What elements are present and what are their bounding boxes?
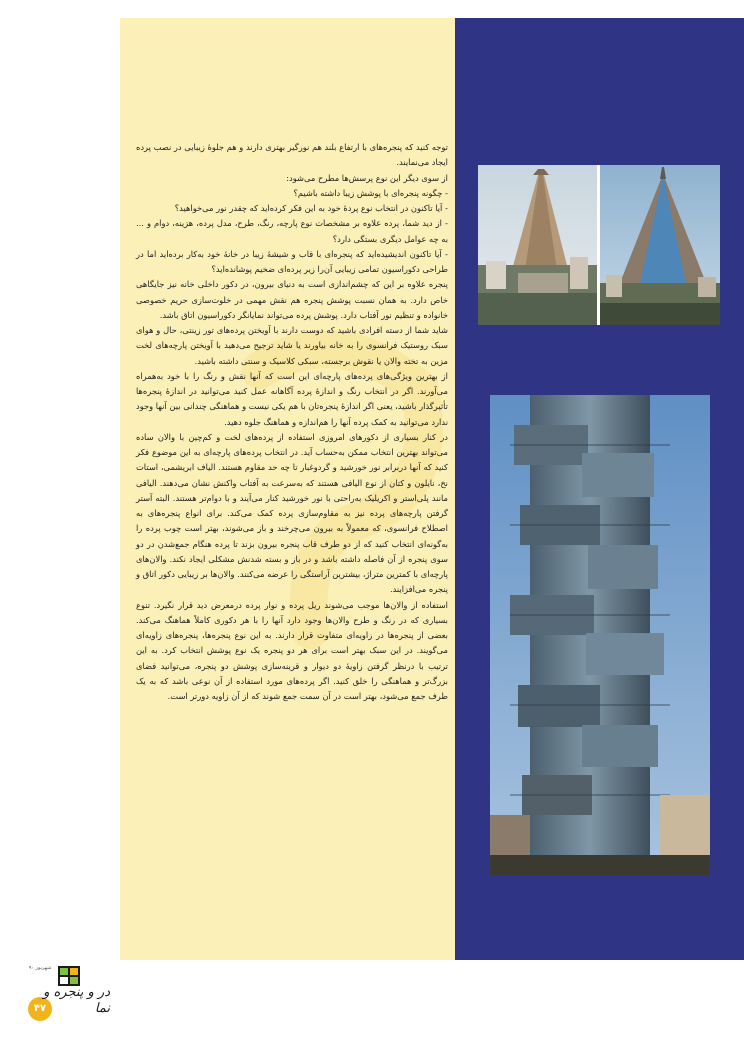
article-paragraph: پنجره علاوه بر این که چشم‌اندازی است به دنیای بیرون، در دکور داخلی خانه نیز جایگاهی خاص دارد. به همان نسبت پوشش پنجره هم نقش مهمی در خلوت‌سازی حریم خصوصی خانواده و تنظیم نور آفتاب دارد. پوشش پرده می‌تواند نمایانگر دکوراسیون اتاق باشد. — [136, 279, 448, 320]
magazine-logo-icon — [58, 966, 80, 986]
article-paragraph: در کنار بسیاری از دکورهای امروزی استفاده از پرده‌های لخت و کم‌چین با والان ساده می‌تواند بهترین انتخاب ممکن به‌حساب آید. در انتخاب پرده‌های پارچه‌ای به این موضوع فکر کنید که آنها در‌برابر نور خورشید و گردوغبار تا چه حد مقاوم هستند. الیاف ابریشمی، استات نخ، نایلون و کتان از نوع الیافی هستند که به‌سرعت به آفتاب واکنش نشان می‌دهند. الیافی مانند پلی‌استر و اکریلیک به‌راحتی با نور خورشید کنار می‌آیند و با دوام‌تر هستند. البته آستر گرفتن پارچه‌های پرده نیز به مقاوم‌سازی پرده کمک می‌کند. برای انواع پنجره‌های به اصطلاح فرانسوی، که معمولاً به بیرون می‌چرخند و باز می‌شوند، بهتر است چوب پرده را به‌گونه‌ای انتخاب کنید که از دو طرف قاب پنجره بیرون بزند تا پرده هنگام جمع‌شدن در دو سوی پنجره از آن فاصله داشته باشد و در باز و بسته شدنش مشکلی ایجاد نکند. والان‌های پارچه‌ای با کمترین متراژ، بیشترین آراستگی را عرضه می‌کنند. والان‌ها بر زیبایی دکور اتاق و پنجره می‌افزایند. — [136, 431, 448, 595]
article-paragraph: از سوی دیگر این نوع پرسش‌ها مطرح می‌شود: — [286, 172, 448, 183]
article-body — [136, 140, 448, 704]
article-paragraph: از بهترین ویژگی‌های پرده‌های پارچه‌ای این است که آنها نقش و رنگ را با خود به‌همراه می‌آورند. اگر در انتخاب رنگ و اندازهٔ پرده آگاهانه عمل کنید می‌توانید در اندازهٔ پنجره‌ها تأثیرگذار باشید، یعنی اگر اندازهٔ پنجره‌تان با هم یکی نیست و هماهنگی چندانی بین آنها وجود ندارد می‌توانید به کمک پرده آنها را هم‌اندازه و هماهنگ جلوه دهید. — [136, 370, 448, 427]
issue-label: شهریور ۹۰ — [28, 965, 52, 971]
magazine-brand: در و پنجره و نما — [43, 985, 110, 1016]
article-paragraph: توجه کنید که پنجره‌های با ارتفاع بلند هم نورگیر بهتری دارند و هم جلوهٔ زیبایی در نصب پرده ایجاد می‌نمایند. — [136, 142, 448, 168]
page-number: ۴۷ — [28, 997, 52, 1021]
glass-skyscraper-photo — [490, 395, 710, 875]
article-paragraph: شاید شما از دسته افرادی باشید که دوست دارند با آویختن پرده‌های تور زینتی، حال و هوای سبک روستیک فرانسوی را به خانه بیاورند یا شاید ترجیح می‌دهید با آویختن پارچه‌های لخت مزین به تخته والان یا نقوش برجسته، سبکی کلاسیک و سنتی داشته باشید. — [136, 325, 448, 366]
article-paragraph: - آیا تاکنون در انتخاب نوع پردهٔ خود به این فکر کرده‌اید که چقدر نور می‌خواهید؟ — [174, 203, 448, 213]
article-paragraph: - از دید شما، پرده علاوه بر مشخصات نوع پارچه، رنگ، طرح، مدل پرده، هزینه، دوام و ... به چه عوامل دیگری بستگی دارد؟ — [136, 218, 448, 244]
pyramid-hotel-photo — [478, 165, 720, 325]
article-paragraph: - آیا تاکنون اندیشیده‌اید که پنجره‌ای با قاب و شیشهٔ زیبا در خانهٔ خود به‌کار برده‌اید اما در طراحی دکوراسیون تمامی زیبایی آن‌را زیر پرده‌ای ضخیم پوشانده‌اید؟ — [136, 248, 448, 274]
article-paragraph: استفاده از والان‌ها موجب می‌شوند ریل پرده و نوار پرده درمعرض دید قرار نگیرد. تنوع بسیاری که در رنگ و طرح والان‌ها وجود دارد آنها را با هر دکوری کاملاً هماهنگ می‌کند. بعضی از پنجره‌ها در زاویه‌ای متفاوت قرار دارند. به این نوع پنجره‌ها، پنجره‌های زاویه‌ای می‌گویند. در این سبک بهتر است برای هر دو پنجره یک نوع پوشش انتخاب کرد. به این ترتیب با درنظر گرفتن زاویهٔ دو دیوار و قرینه‌سازی پوشش دو پنجره، می‌توانید فضای بزرگ‌تر و هماهنگی را خلق کنید. اگر پرده‌های مورد استفاده از آن نوعی باشد که به یک طرف جمع می‌شود، بهتر است در آن سمت جمع شوند که از آن زاویه دورتر است. — [136, 599, 448, 701]
article-paragraph: - چگونه پنجره‌ای با پوشش زیبا داشته باشیم؟ — [293, 187, 448, 198]
